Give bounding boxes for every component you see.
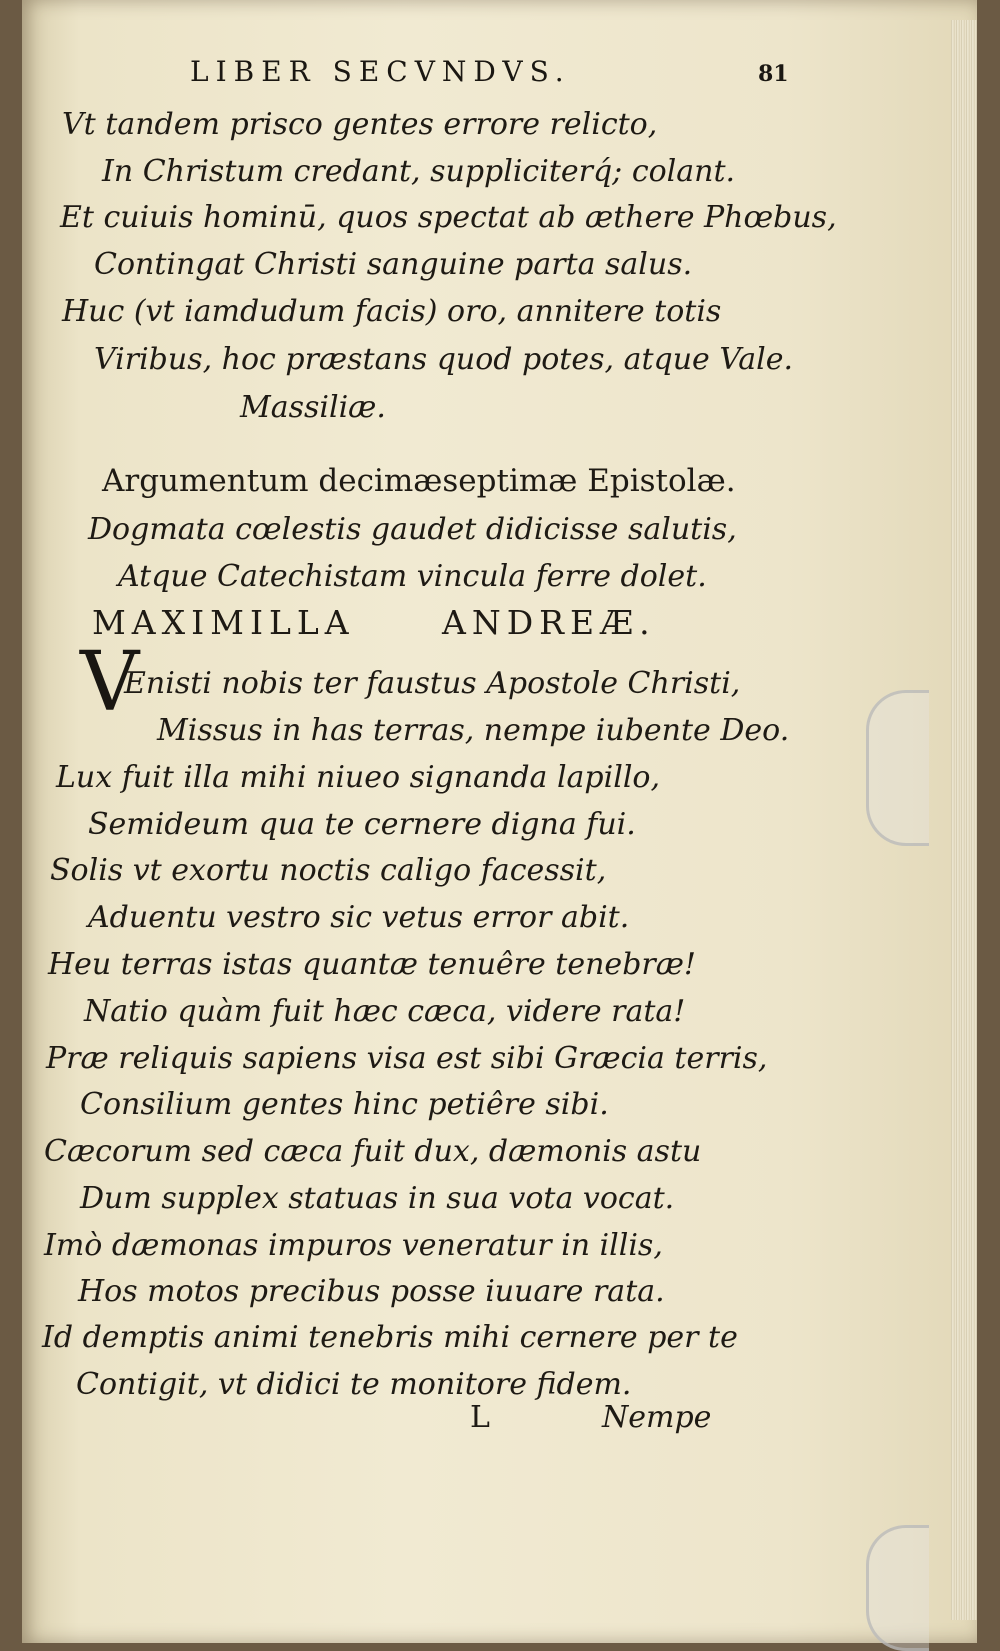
verse-line: Et cuiuis hominū, quos spectat ab æthere Phœbus, <box>60 200 837 235</box>
verse-line: In Christum credant, suppliciterq́; colant. <box>102 154 736 189</box>
verse-line: Natio quàm fuit hæc cæca, videre rata! <box>84 994 686 1029</box>
verse-line: Contigit, vt didici te monitore fidem. <box>76 1367 632 1402</box>
verse-line: Enisti nobis ter faustus Apostole Christi, <box>124 666 741 701</box>
signature-mark: L <box>470 1400 490 1435</box>
verse-line: Præ reliquis sapiens visa est sibi Græcia terris, <box>46 1041 768 1076</box>
verse-line: Solis vt exortu noctis caligo facessit, <box>50 853 607 888</box>
verse-line: Huc (vt iamdudum facis) oro, annitere totis <box>62 294 722 329</box>
running-header <box>190 55 790 95</box>
verse-line: Cæcorum sed cæca fuit dux, dæmonis astu <box>44 1134 702 1169</box>
verse-line: Contingat Christi sanguine parta salus. <box>94 247 693 282</box>
catchword: Nempe <box>602 1400 712 1435</box>
verse-line: Dum supplex statuas in sua vota vocat. <box>80 1181 675 1216</box>
verse-line: Vt tandem prisco gentes errore relicto, <box>62 107 658 142</box>
page-clip-bottom <box>866 1525 929 1651</box>
argument-verse-line: Dogmata cœlestis gaudet didicisse salutis, <box>88 512 737 547</box>
drop-cap: V <box>80 635 140 730</box>
epistle-heading-left: MAXIMILLA <box>92 603 355 642</box>
verse-line: Hos motos precibus posse iuuare rata. <box>78 1274 665 1309</box>
folio-number: 81 <box>758 61 789 87</box>
verse-line: Id demptis animi tenebris mihi cernere per te <box>42 1320 738 1355</box>
verse-line: Semideum qua te cernere digna fui. <box>88 807 636 842</box>
verse-line: Lux fuit illa mihi niueo signanda lapillo, <box>56 760 661 795</box>
verse-line: Imò dæmonas impuros veneratur in illis, <box>44 1228 663 1263</box>
verse-line: Viribus, hoc præstans quod potes, atque Vale. <box>94 342 794 377</box>
page-clip-top <box>866 690 929 846</box>
verse-line: Aduentu vestro sic vetus error abit. <box>88 900 630 935</box>
epistle-heading-right: ANDREÆ. <box>442 603 656 642</box>
verse-line: Consilium gentes hinc petiêre sibi. <box>80 1087 609 1122</box>
verse-line: Missus in has terras, nempe iubente Deo. <box>157 713 790 748</box>
page-edges <box>951 20 977 1620</box>
book-page <box>22 0 977 1643</box>
running-title: LIBER SECVNDVS. <box>190 55 571 88</box>
argument-verse-line: Atque Catechistam vincula ferre dolet. <box>118 559 707 594</box>
argument-title: Argumentum decimæseptimæ Epistolæ. <box>102 463 736 499</box>
verse-line: Heu terras istas quantæ tenuêre tenebræ! <box>48 947 696 982</box>
place-name: Massiliæ. <box>240 390 386 425</box>
